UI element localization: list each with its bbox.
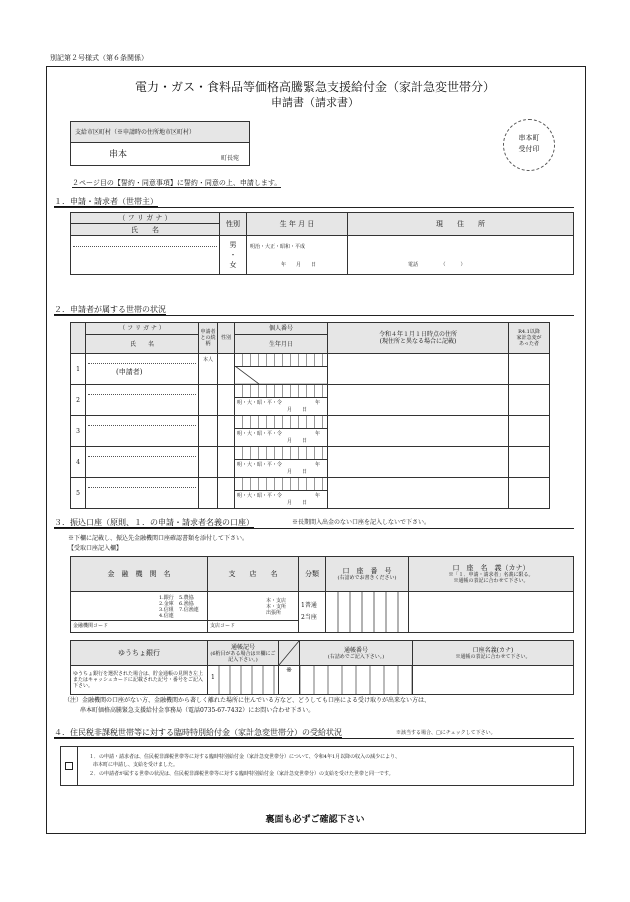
s2-row-number: 1: [71, 354, 86, 385]
passbook-number-field[interactable]: [300, 666, 413, 695]
account-holder-field[interactable]: [409, 592, 574, 633]
s2-name-field[interactable]: [86, 385, 199, 416]
s2-sex-field[interactable]: [218, 478, 235, 509]
s2-row-number: 4: [71, 447, 86, 478]
branch-types: 本・支店 本・支所 出張所: [266, 598, 287, 616]
section4-checkbox[interactable]: [65, 762, 73, 770]
s2-relation-header: 申請者との続柄: [199, 323, 218, 354]
section3-entry-label: 【受取口座記入欄】: [68, 545, 123, 552]
s1-dob-field[interactable]: [247, 236, 348, 275]
account-no-header: 口 座 番 号 (右詰めでお書きください): [326, 557, 409, 592]
section4-box: [60, 746, 574, 786]
s2-relation-field[interactable]: [199, 385, 218, 416]
bank-name-header: 金 融 機 関 名: [71, 557, 208, 592]
s2-sudden-field[interactable]: [509, 447, 550, 478]
s2-address-field[interactable]: [328, 478, 509, 509]
footer-note: 裏面も必ずご確認下さい: [265, 815, 365, 825]
section4-note: ※該当する場合、□にチェックして下さい。: [396, 730, 496, 736]
s2-self-label: 本人: [199, 354, 218, 385]
yucho-table: [70, 640, 574, 695]
s2-name-field[interactable]: [86, 478, 199, 509]
s2-relation-field[interactable]: [199, 478, 218, 509]
holder2-field[interactable]: [413, 666, 574, 695]
s2-mynumber-header: 個人番号: [235, 323, 328, 335]
yucho-note: ゆうちょ銀行を選択された場合は、貯金通帳の見開き左上またはキャッシュカードに記載された記号・番号をご記入下さい。: [71, 666, 208, 695]
section4-item1a: １．の申請・請求者は、住民税非課税世帯等に対する臨時特別給付金（家計急変世帯分）について、令和4年1月以降の収入の減少により、: [89, 754, 401, 760]
s2-sudden-field[interactable]: [509, 416, 550, 447]
yucho-slash: [279, 641, 300, 666]
symbol-one: 1: [211, 674, 215, 681]
s1-eras: 明治・大正・昭和・平成: [250, 244, 306, 250]
section3-note-copy: ※下欄に記載し、振込先金融機関口座確認書類を添付して下さい。: [68, 535, 249, 542]
s2-address-header: 令和４年１月１日時点の住所 (現住所と異なる場合に記載): [328, 323, 509, 354]
type-header: 分類: [299, 557, 326, 592]
s2-dob-field[interactable]: 明・大・昭・平・令 年 月 日: [235, 416, 328, 447]
stamp-line1: 串本町: [518, 134, 540, 142]
s2-address-field[interactable]: [328, 447, 509, 478]
s2-slash-mark: [235, 366, 327, 384]
s2-address-field[interactable]: [328, 385, 509, 416]
s2-name-field[interactable]: [86, 354, 199, 385]
section3-note-right: ※長期間入出金のない口座を記入しないで下さい。: [292, 519, 431, 526]
caution-line2: 串本町価格高騰緊急支援給付金事務局（電話0735-67-7432）にお問い合わせ下さい。: [80, 707, 315, 714]
passbook-no-header: 通帳番号 (右詰めでご記入下さい。): [300, 641, 413, 666]
symbol-sixth-field[interactable]: ※: [279, 666, 300, 695]
section4-item1b: 串本町に申請し、支給を受けました。: [93, 762, 179, 768]
bank-table: [70, 556, 574, 633]
branch-name-field[interactable]: [208, 592, 299, 633]
s1-address-header: 現 住 所: [348, 213, 574, 236]
s2-dob-field[interactable]: 明・大・昭・平・令 年 月 日: [235, 447, 328, 478]
s2-name-header: 氏 名: [86, 335, 199, 354]
s1-sex-header: 性別: [220, 213, 247, 236]
holder-header: 口 座 名 義（カナ） ※「１．申請・請求者」名義に限る。 ※通帳の表記に合わせて下さい。: [409, 557, 574, 592]
table-row: [71, 416, 550, 447]
municipality-label: 支給市区町村（※申請時の住所地市区町村）: [71, 122, 250, 143]
s1-furigana-header: （ フ リ ガ ナ ）: [71, 213, 220, 224]
reception-stamp: [503, 119, 555, 171]
s2-sex-field[interactable]: [218, 354, 235, 385]
section2-heading: ２．申請者が属する世帯の状況: [54, 305, 166, 314]
s2-sudden-field[interactable]: [509, 354, 550, 385]
s2-relation-field[interactable]: [199, 447, 218, 478]
passbook-symbol-field[interactable]: [208, 666, 279, 695]
bank-code-label: 金融機関コード: [73, 623, 109, 629]
household-table: [70, 322, 550, 509]
s2-furigana-header: （ フ リ ガ ナ ）: [86, 323, 199, 335]
section1-rule: [54, 207, 574, 208]
s2-sudden-header: R4.1以降 家計急変が あった者: [509, 323, 550, 354]
s2-address-field[interactable]: [328, 354, 509, 385]
s2-name-field[interactable]: [86, 447, 199, 478]
account-number-field[interactable]: [326, 592, 409, 633]
s1-name-field[interactable]: [71, 236, 220, 275]
table-row: [71, 447, 550, 478]
bank-types-col2: 5.農協 6.漁協 7.信漁連: [179, 595, 199, 613]
s1-tel: 電話 （ ）: [408, 262, 466, 268]
s2-sex-field[interactable]: [218, 385, 235, 416]
holder2-header: 口座名義(カナ) ※通帳の表記に合わせて下さい。: [413, 641, 574, 666]
s1-ymd: 年 月 日: [281, 262, 317, 268]
s2-address-field[interactable]: [328, 416, 509, 447]
section3-rule: [54, 528, 574, 529]
s1-sex-field[interactable]: 男 ・ 女: [220, 236, 247, 275]
section1-heading: １．申請・請求者（世帯主）: [54, 197, 158, 206]
branch-code-label: 支店コード: [210, 623, 236, 629]
table-row: [71, 478, 550, 509]
s2-row-number: 5: [71, 478, 86, 509]
passbook-symbol-header: 通帳記号 (6桁目がある場合は※欄にご記入下さい。): [208, 641, 279, 666]
caution-line1: （注）金融機関の口座がない方、金融機関から著しく離れた場所に住んでいる方など、どうしても口座による受け取りが出来ない方は、: [64, 697, 431, 704]
form-label: 別記第２号様式（第６条関係）: [50, 54, 148, 62]
s1-dob-header: 生 年 月 日: [247, 213, 348, 236]
pledge-text: ２ページ目の【誓約・同意事項】に誓約・同意の上、申請します。: [72, 179, 282, 187]
municipality-name: 串本: [109, 150, 128, 160]
s2-relation-field[interactable]: [199, 416, 218, 447]
form-subtitle: 申請書（請求書）: [271, 96, 359, 109]
s2-sex-field[interactable]: [218, 416, 235, 447]
s2-sudden-field[interactable]: [509, 385, 550, 416]
bank-name-field[interactable]: [71, 592, 208, 633]
section4-item2: ２．の申請者が属する世帯の状況は、住民税非課税世帯等に対する臨時特別給付金（家計急変世帯分）の支給を受けた世帯と同一です。: [89, 771, 394, 777]
section3-heading: ３．振込口座（原則、１．の申請・請求者名義の口座）: [54, 518, 254, 527]
s2-dob-header: 生年月日: [235, 335, 328, 354]
s2-sex-header: 性別: [218, 323, 235, 354]
municipality-box: [70, 121, 250, 166]
s2-row-number: 3: [71, 416, 86, 447]
form-title: 電力・ガス・食料品等価格高騰緊急支援給付金（家計急変世帯分）: [134, 80, 495, 94]
applicant-table: [70, 212, 574, 275]
municipality-field[interactable]: [71, 143, 250, 166]
s2-dob-field[interactable]: 明・大・昭・平・令 年 月 日: [235, 385, 328, 416]
s2-applicant-label: (申請者): [116, 368, 143, 376]
s2-dob-field[interactable]: 明・大・昭・平・令 年 月 日: [235, 478, 328, 509]
bank-types-col1: 1.銀行 2.金庫 3.信組 4.信連: [159, 595, 174, 619]
s1-address-field[interactable]: [348, 236, 574, 275]
section4-rule: [54, 738, 574, 739]
s2-row-number: 2: [71, 385, 86, 416]
yucho-header: ゆうちょ銀行: [71, 641, 208, 666]
account-type-field[interactable]: 1普通 2当座: [299, 592, 326, 633]
s2-sex-field[interactable]: [218, 447, 235, 478]
branch-name-header: 支 店 名: [208, 557, 299, 592]
stamp-line2: 受付印: [518, 145, 540, 153]
table-row: [71, 354, 550, 385]
section4-heading: ４．住民税非課税世帯等に対する臨時特別給付金（家計急変世帯分）の受給状況: [54, 728, 342, 737]
s2-sudden-field[interactable]: [509, 478, 550, 509]
s2-mynumber-field[interactable]: [235, 354, 328, 385]
table-row: [71, 385, 550, 416]
section2-rule: [54, 315, 574, 316]
s1-name-header: 氏 名: [71, 224, 220, 236]
municipality-suffix: 町長宛: [221, 155, 240, 162]
s2-name-field[interactable]: [86, 416, 199, 447]
